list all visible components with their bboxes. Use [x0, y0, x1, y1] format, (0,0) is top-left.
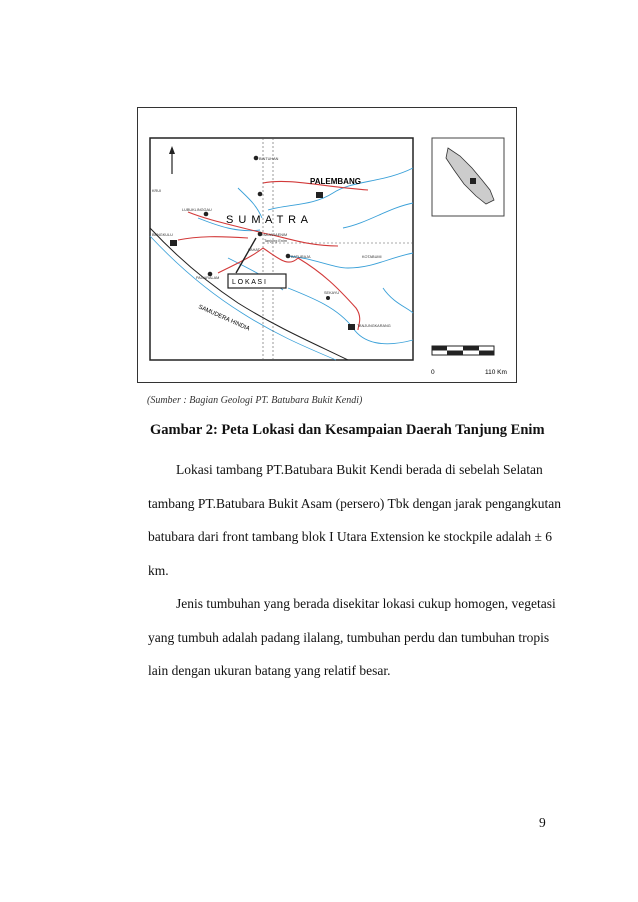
town-label: MUARAENIM: [264, 233, 288, 237]
town-label: LAHAT: [248, 248, 260, 252]
paragraph-line: Lokasi tambang PT.Batubara Bukit Kendi berada di sebelah Selatan: [176, 462, 543, 477]
inset-map-icon: [446, 148, 494, 204]
paragraph-line: Jenis tumbuhan yang berada disekitar lokasi cukup homogen, vegetasi: [176, 596, 556, 611]
paragraph-line: batubara dari front tambang blok I Utara Extension ke stockpile adalah ± 6: [148, 529, 553, 544]
figure-title: Gambar 2: Peta Lokasi dan Kesampaian Daerah Tanjung Enim: [150, 422, 545, 438]
ocean-label: SAMUDERA HINDIA: [197, 304, 251, 333]
paragraph-vegetation: [148, 587, 556, 688]
town-label: KRUI: [152, 189, 162, 193]
lokasi-label: L O K A S I: [232, 279, 266, 286]
palembang-label: PALEMBANG: [310, 177, 361, 186]
town-label: Tanjung Enim: [264, 239, 288, 243]
page-number: 9: [539, 815, 546, 830]
scale-start-label: 0: [431, 369, 435, 376]
location-map: [138, 108, 516, 382]
town-label: SEKAYU: [324, 291, 340, 295]
scale-end-label: 110 Km: [485, 369, 507, 376]
town-label: BENGKULU: [152, 233, 173, 237]
paragraph-line: tambang PT.Batubara Bukit Asam (persero) Tbk dengan jarak pengangkutan: [148, 495, 562, 511]
town-label: BATURAJA: [291, 255, 311, 259]
paragraph-line: km.: [148, 562, 169, 578]
town-label: KOTABUMI: [362, 255, 382, 259]
figure-source-caption: (Sumber : Bagian Geologi PT. Batubara Bukit Kendi): [147, 395, 363, 406]
scale-bar: [432, 346, 494, 355]
paragraph-line: lain dengan ukuran batang yang relatif besar.: [148, 663, 391, 678]
town-label: BINTUHAN: [259, 157, 279, 161]
north-arrow-icon: [169, 146, 175, 174]
location-map-figure: [137, 107, 517, 383]
sumatra-label: S U M A T R A: [226, 214, 309, 226]
paragraph-location: [148, 453, 562, 587]
town-label: LUBUKLINGGAU: [182, 208, 212, 212]
town-label: TANJUNGKARANG: [357, 324, 391, 328]
town-label: PAGARALAM: [196, 276, 220, 280]
paragraph-line: yang tumbuh adalah padang ilalang, tumbuhan perdu dan tumbuhan tropis: [148, 629, 550, 645]
